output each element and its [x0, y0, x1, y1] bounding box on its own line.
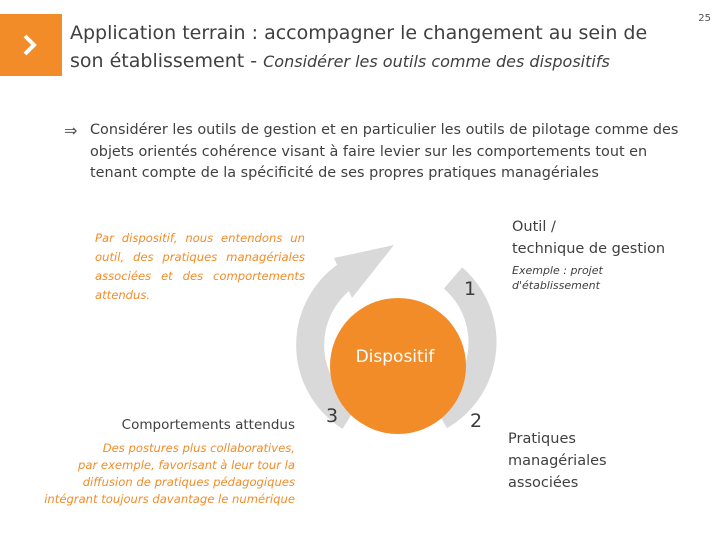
comportements-line1: Des postures plus collaboratives,: [102, 441, 295, 455]
bullet-arrow-icon: ⇒: [64, 121, 78, 140]
outil-title-line2: technique de gestion: [512, 241, 666, 257]
cycle-diagram: [290, 240, 500, 450]
pratiques-label: [508, 428, 607, 494]
step-number-2: 2: [470, 410, 483, 432]
comportements-line2: par exemple, favorisant à leur tour la: [78, 458, 295, 472]
comportements-text: [40, 440, 295, 508]
step-number-3: 3: [326, 405, 339, 427]
dispositif-label: Dispositif: [355, 347, 435, 367]
comportements-line3: diffusion de pratiques pédagogiques: [82, 475, 295, 489]
outil-title-line1: Outil /: [512, 219, 556, 235]
pratiques-line1: Pratiques: [508, 431, 576, 447]
outil-example: [512, 263, 603, 293]
page-title: [70, 19, 680, 76]
section-marker: [0, 14, 62, 76]
title-subtitle: Considérer les outils comme des dispositifs: [263, 52, 610, 71]
chevron-right-icon: [22, 34, 38, 56]
page-number: 25: [698, 13, 711, 24]
outil-example-line2: d'établissement: [512, 279, 600, 292]
comportements-line4: intégrant toujours davantage le numérique: [44, 492, 295, 506]
definition-text: Par dispositif, nous entendons un outil, des pratiques managériales associées et des comportements attendus.: [95, 231, 305, 302]
pratiques-line2: managériales: [508, 453, 607, 469]
outil-title: [512, 216, 665, 260]
bullet-text: Considérer les outils de gestion et en particulier les outils de pilotage comme des objets orientés cohérence visant à faire levier sur les comportements tout en tenant compte de la spécificité de ses propres pratiques managériales: [90, 122, 679, 181]
comportements-title: Comportements attendus: [121, 417, 295, 433]
pratiques-line3: associées: [508, 475, 579, 491]
outil-example-line1: Exemple : projet: [512, 264, 603, 277]
step-number-1: 1: [464, 278, 477, 300]
title-main: Application terrain : accompagner le changement au sein de son établissement -: [70, 22, 648, 72]
